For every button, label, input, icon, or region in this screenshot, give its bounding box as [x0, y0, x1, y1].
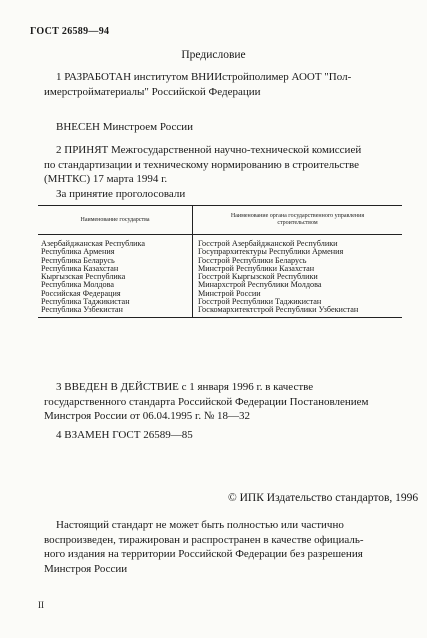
body-cell: Госупрархитектуры Республики Армения [193, 248, 403, 256]
table-header-row [38, 206, 402, 235]
member-states-table [38, 205, 402, 318]
table-row [38, 235, 402, 249]
state-cell: Республика Таджикистан [41, 297, 130, 307]
notice-line-4: Минстроя России [44, 562, 128, 575]
introduced-paragraph [44, 120, 404, 135]
state-cell: Республика Молдова [41, 280, 115, 290]
copyright-line: © ИПК Издательство стандартов, 1996 [228, 492, 419, 504]
notice-line-3: ного издания на территории Российской Федерации без разрешения [44, 548, 363, 560]
body-cell: Госстрой Азербайджанской Республики [193, 235, 403, 249]
replaces-paragraph: 4 ВЗАМЕН ГОСТ 26589—85 [56, 429, 193, 441]
reproduction-notice [44, 518, 406, 576]
section-title: Предисловие [181, 49, 246, 61]
state-cell: Кыргызская Республика [41, 272, 126, 282]
column-header-body [193, 206, 403, 235]
enacted-line-1: 3 ВВЕДЕН В ДЕЙСТВИЕ с 1 января 1996 г. в качестве [56, 381, 314, 393]
table-row [38, 306, 402, 317]
notice-line-1: Настоящий стандарт не может быть полностью или частично [56, 519, 344, 531]
enacted-line-2: государственного стандарта Российской Федерации Постановлением [44, 395, 369, 408]
state-cell: Республика Казахстан [41, 263, 119, 273]
state-cell: Республика Узбекистан [38, 306, 193, 317]
enacted-line-3: Минстроя России от 06.04.1995 г. № 18—32 [44, 410, 251, 422]
body-cell: Госстрой Кыргызской Республики [193, 273, 403, 281]
enacted-paragraph [44, 380, 404, 424]
introduced-line: ВНЕСЕН Минстроем России [56, 121, 194, 133]
body-cell: Госстрой Республики Беларусь [193, 257, 403, 265]
body-cell: Минархстрой Республики Молдова [193, 281, 403, 289]
body-cell: Госстрой Республики Таджикистан [193, 298, 403, 306]
document-header: ГОСТ 26589—94 [30, 26, 110, 37]
state-cell: Республика Беларусь [41, 255, 115, 265]
notice-line-2: воспроизведен, тиражирован и распространен в качестве официаль- [44, 533, 364, 546]
adopted-line-3: (МНТКС) 17 марта 1994 г. [44, 173, 168, 185]
column-header-state: Наименование государства [38, 206, 193, 235]
developed-line-1: 1 РАЗРАБОТАН институтом ВНИИстройполимер АООТ "Пол- [56, 71, 352, 83]
body-cell: Госкомархитектстрой Республики Узбекистан [193, 306, 403, 317]
column-header-body-line-2: строительством [277, 220, 318, 226]
state-cell: Республика Армения [41, 247, 115, 257]
developed-paragraph [44, 70, 404, 99]
column-header-body-line-1: Наименование органа государственного управления [230, 213, 365, 219]
body-cell: Минстрой России [193, 290, 403, 298]
developed-line-2: имерстройматериалы" Российской Федерации [44, 85, 261, 98]
page-number: II [38, 600, 44, 610]
body-cell: Минстрой Республики Казахстан [193, 265, 403, 273]
voted-caption: За принятие проголосовали [56, 188, 186, 200]
adopted-line-1: 2 ПРИНЯТ Межгосударственной научно-технической комиссией [56, 144, 362, 156]
state-cell: Российская Федерация [41, 288, 121, 298]
adopted-line-2: по стандартизации и техническому нормированию в строительстве [44, 158, 359, 171]
adopted-paragraph [44, 143, 404, 187]
state-cell: Азербайджанская Республика [41, 239, 146, 248]
